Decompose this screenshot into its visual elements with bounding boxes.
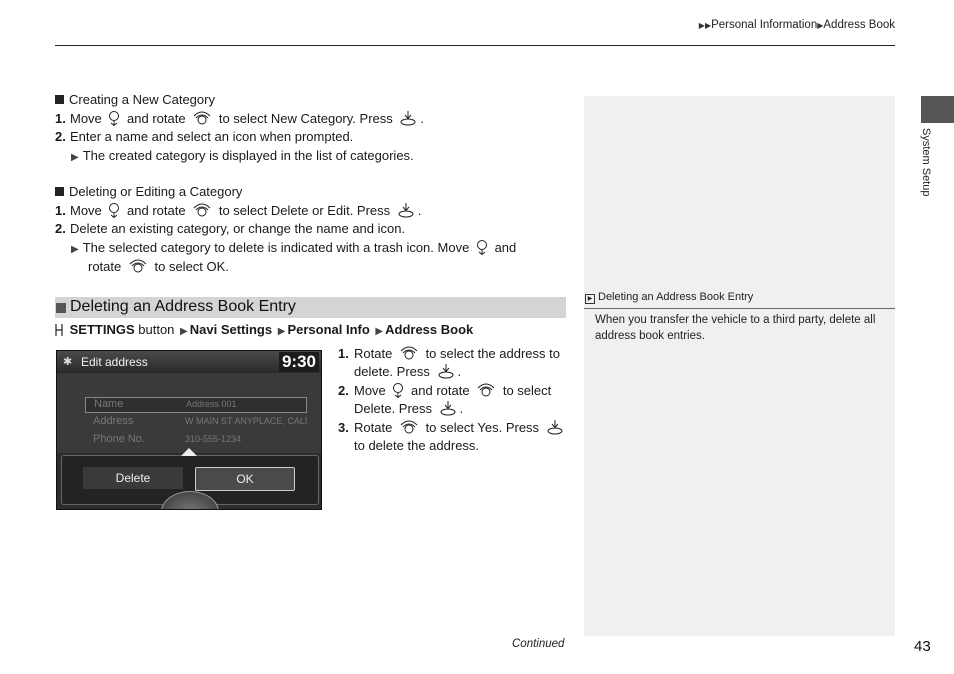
note-heading xyxy=(585,291,753,304)
note-rule xyxy=(584,308,895,309)
step-text: to select xyxy=(218,203,268,218)
screen-delete-button: Delete xyxy=(83,467,183,489)
result-text: The selected category to delete is indicated with a trash icon. Move xyxy=(82,240,470,255)
path-settings: SETTINGS xyxy=(69,322,135,337)
result-arrow-icon: ▶ xyxy=(71,244,79,255)
creating-result xyxy=(71,147,414,167)
path-address-book: Address Book xyxy=(385,322,474,337)
row-value: 310-555-1234 xyxy=(185,434,242,444)
step-number: 2. xyxy=(55,221,66,236)
creating-step-1 xyxy=(55,110,424,128)
interface-dial-rotate-icon xyxy=(476,382,496,398)
deleting-category-step-1 xyxy=(55,202,421,220)
home-key-icon xyxy=(55,323,63,337)
step-text: or xyxy=(312,203,324,218)
row-label: Name xyxy=(94,398,124,410)
creating-category-heading xyxy=(55,91,215,109)
step-text: . Press xyxy=(352,111,393,126)
result-text: and xyxy=(494,240,517,255)
breadcrumb-separator: ▶ xyxy=(817,21,824,30)
result-text: to select xyxy=(154,259,203,274)
header-rule xyxy=(55,45,895,46)
interface-dial-rotate-icon xyxy=(192,202,212,218)
section-square-icon xyxy=(56,303,66,313)
step-number: 1. xyxy=(55,203,66,218)
page-number: 43 xyxy=(914,638,931,655)
result-text: The created category is displayed in the list of categories. xyxy=(82,148,414,163)
heading-square-icon xyxy=(55,95,64,104)
step-text: . xyxy=(417,203,422,218)
step-text: to select xyxy=(502,383,552,398)
step-text: Delete an existing category, or change the name and icon. xyxy=(70,221,406,236)
step-text: . xyxy=(459,401,464,416)
step-text: . xyxy=(420,111,425,126)
creating-category-heading-text: Creating a New Category xyxy=(69,92,215,107)
path-text: button xyxy=(138,322,175,337)
step-number: 1. xyxy=(55,111,66,126)
row-value: W MAIN ST ANYPLACE, CALI xyxy=(185,416,308,426)
step-text: Rotate xyxy=(354,346,393,361)
interface-dial-move-icon xyxy=(108,202,120,218)
path-arrow-icon: ▶ xyxy=(277,326,286,337)
interface-dial-move-icon xyxy=(476,239,488,255)
step-option-edit: Edit xyxy=(327,203,350,218)
section-title: Deleting an Address Book Entry xyxy=(70,298,296,315)
interface-dial-move-icon xyxy=(392,382,404,398)
interface-dial-press-icon xyxy=(439,400,457,416)
screen-row-phone xyxy=(85,433,305,447)
delete-entry-step-1 xyxy=(338,345,568,381)
path-arrow-icon: ▶ xyxy=(180,326,188,337)
deleting-category-result-line-2 xyxy=(88,258,229,276)
delete-entry-steps xyxy=(338,345,568,456)
deleting-category-result-line-1 xyxy=(71,239,516,259)
step-option-delete: Delete xyxy=(270,203,309,218)
interface-dial-rotate-icon xyxy=(192,110,212,126)
path-navi-settings: Navi Settings xyxy=(189,322,273,337)
sidebar-notes-panel xyxy=(584,96,895,636)
step-text: . Press xyxy=(349,203,391,218)
result-option-ok: OK xyxy=(206,259,226,274)
navigation-screen-image xyxy=(56,350,322,510)
step-text: and rotate xyxy=(411,383,470,398)
deleting-category-step-2 xyxy=(55,220,405,238)
step-text: Rotate xyxy=(354,420,393,435)
row-value: Address 001 xyxy=(186,399,237,409)
interface-dial-press-icon xyxy=(399,110,417,126)
step-text: and rotate xyxy=(127,111,186,126)
note-heading-text: Deleting an Address Book Entry xyxy=(598,291,754,303)
deleting-category-heading-text: Deleting or Editing a Category xyxy=(69,184,243,199)
interface-dial-move-icon xyxy=(108,110,120,126)
step-option-new-category: New Category xyxy=(270,111,353,126)
screen-form xyxy=(57,373,321,453)
result-text: . xyxy=(225,259,229,274)
step-text: and rotate xyxy=(127,203,186,218)
note-text: When you transfer the vehicle to a third party, delete all address book entries. xyxy=(595,314,876,342)
row-label: Phone No. xyxy=(93,433,145,445)
step-option-delete: Delete xyxy=(354,401,392,416)
step-text: . Press xyxy=(498,420,540,435)
interface-dial-rotate-icon xyxy=(399,345,419,361)
gear-icon: ✱ xyxy=(63,356,73,368)
heading-square-icon xyxy=(55,187,64,196)
caret-up-icon xyxy=(181,448,197,456)
delete-entry-step-2 xyxy=(338,382,568,418)
breadcrumb-item-address-book[interactable]: Address Book xyxy=(823,19,895,31)
deleting-category-heading xyxy=(55,183,242,201)
step-text: Move xyxy=(70,111,102,126)
step-text: . xyxy=(457,364,462,379)
step-number: 2. xyxy=(55,129,66,144)
path-personal-info: Personal Info xyxy=(287,322,370,337)
step-number: 2. xyxy=(338,383,349,398)
interface-dial-press-icon xyxy=(546,419,564,435)
screen-title: Edit address xyxy=(81,355,148,369)
step-text: . Press xyxy=(391,401,433,416)
result-text: rotate xyxy=(88,259,122,274)
delete-entry-step-3 xyxy=(338,419,568,455)
chapter-tab-marker xyxy=(921,96,954,123)
interface-dial-rotate-icon xyxy=(399,419,419,435)
chapter-tab-label: System Setup xyxy=(920,128,932,197)
result-arrow-icon: ▶ xyxy=(71,152,79,163)
row-label: Address xyxy=(93,415,134,427)
breadcrumb-prefix: ▶▶ xyxy=(698,21,712,30)
step-text: to select xyxy=(218,111,268,126)
step-number: 3. xyxy=(338,420,349,435)
screen-row-address xyxy=(85,415,308,429)
step-text: to delete the address. xyxy=(354,438,480,453)
screen-row-name xyxy=(85,397,307,413)
screen-ok-button: OK xyxy=(195,467,295,491)
interface-dial-press-icon xyxy=(397,202,415,218)
step-text: Move xyxy=(70,203,102,218)
path-arrow-icon: ▶ xyxy=(375,326,384,337)
screen-clock: 9:30 xyxy=(279,352,319,372)
creating-step-2 xyxy=(55,128,353,146)
step-number: 1. xyxy=(338,346,349,361)
step-text: Move xyxy=(354,383,386,398)
step-text: to select the address to delete. Press xyxy=(354,346,560,379)
screen-header xyxy=(57,351,321,373)
section-header xyxy=(55,297,566,318)
continued-label: Continued xyxy=(512,638,565,650)
interface-dial-press-icon xyxy=(437,363,455,379)
note-link-icon: ▶ xyxy=(585,294,595,304)
menu-path xyxy=(55,321,473,341)
step-text: Enter a name and select an icon when prompted. xyxy=(70,129,354,144)
step-option-yes: Yes xyxy=(477,420,499,435)
step-text: to select xyxy=(425,420,474,435)
breadcrumb xyxy=(699,19,895,31)
interface-dial-rotate-icon xyxy=(128,258,148,274)
breadcrumb-item-personal-information[interactable]: Personal Information xyxy=(711,19,818,31)
